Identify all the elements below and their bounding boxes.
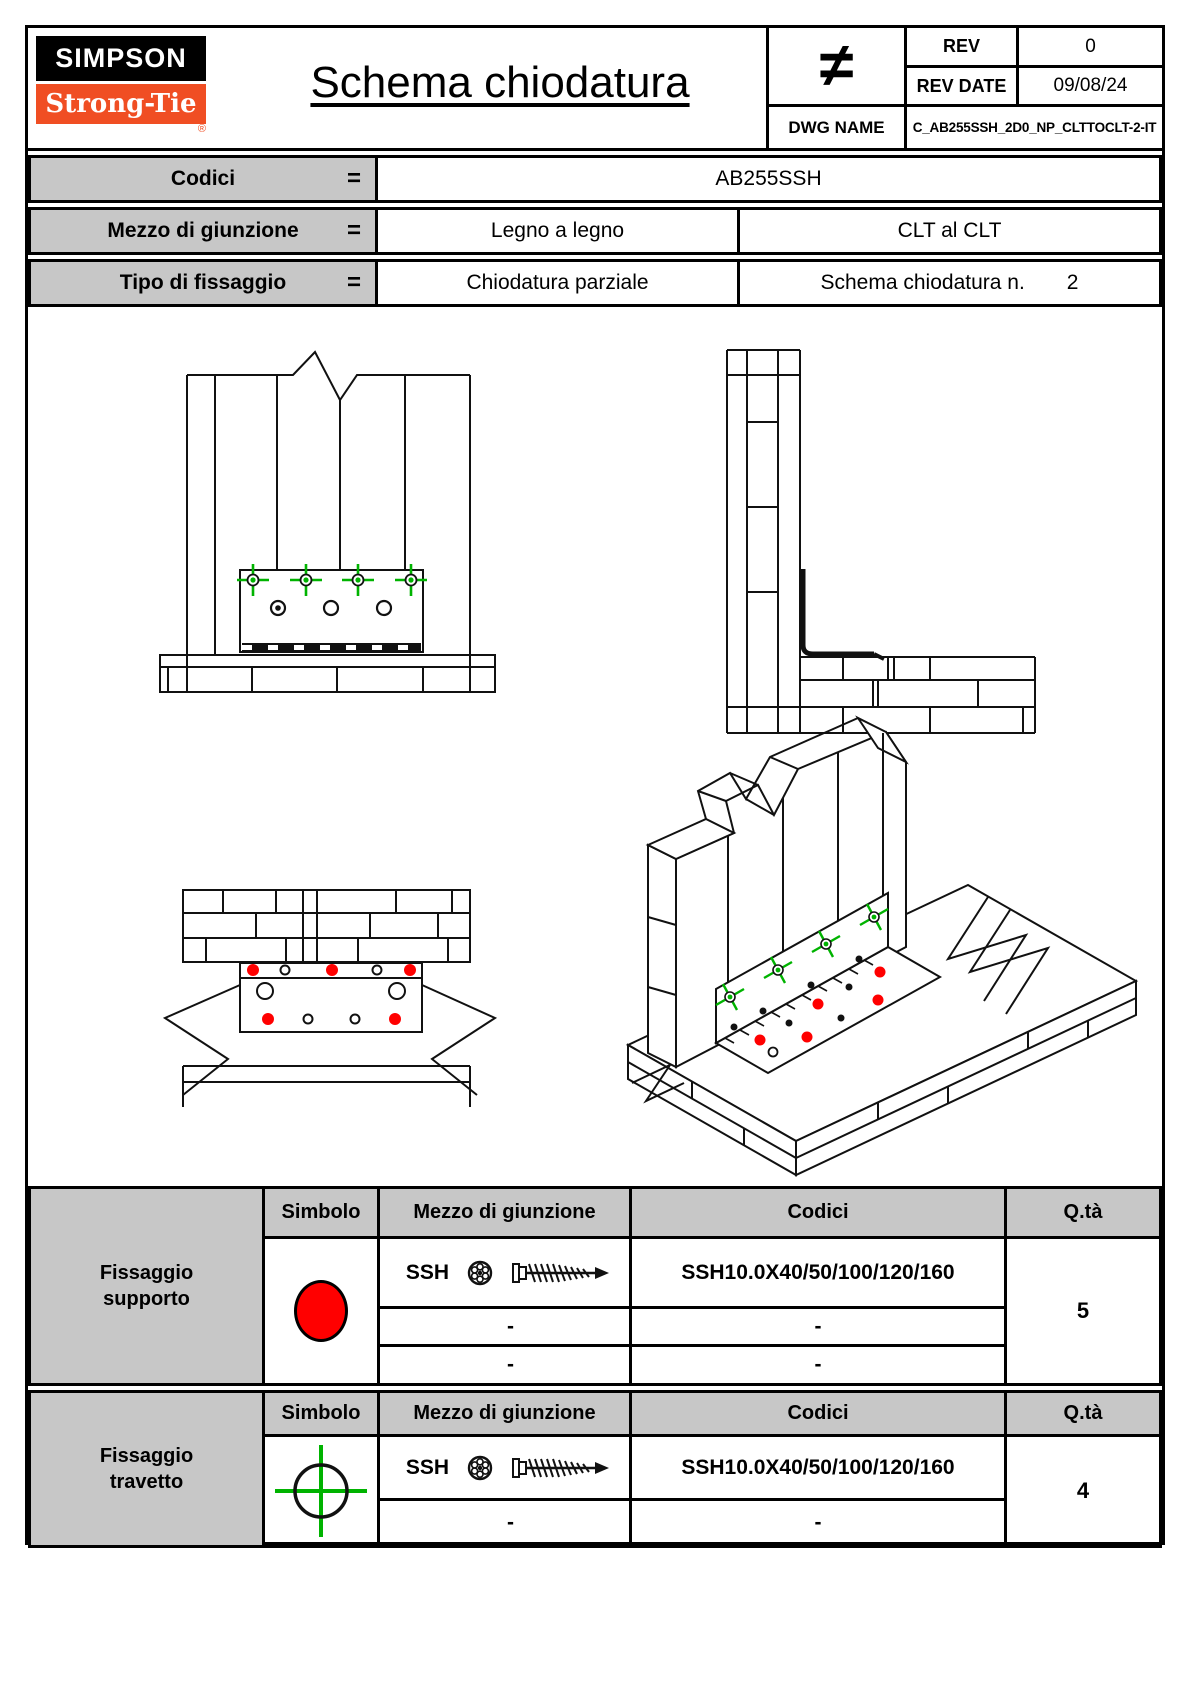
mezzo-value-right: CLT al CLT [737, 207, 1162, 255]
supporto-symbol [265, 1239, 380, 1383]
mezzo-label-text: Mezzo di giunzione [107, 219, 299, 242]
col-header-codici: Codici [632, 1393, 1007, 1437]
codici-cell-dash: - [632, 1347, 1007, 1383]
codici-label-text: Codici [170, 167, 236, 190]
rev-value: 0 [1019, 28, 1162, 68]
ssh-label: SSH [405, 1455, 450, 1479]
equals-sign: = [346, 217, 361, 244]
schema-number-label: Schema chiodatura n. [820, 271, 1025, 294]
mezzo-cell-dash: - [380, 1501, 632, 1545]
legend-table-travetto [28, 1390, 1162, 1548]
codici-cell: SSH10.0X40/50/100/120/160 [632, 1239, 1007, 1309]
mezzo-cell-dash: - [380, 1309, 632, 1347]
rev-date-value: 09/08/24 [1019, 68, 1162, 107]
codici-label [28, 155, 378, 203]
mezzo-cell-ssh [380, 1437, 632, 1501]
technical-drawings-canvas [28, 307, 1162, 1186]
schema-number [737, 259, 1162, 307]
quantity-supporto: 5 [1076, 1298, 1090, 1323]
registered-trademark-mark: ® [197, 123, 206, 135]
screw-side-icon [511, 1454, 615, 1482]
isometric-view-drawing [628, 718, 1136, 1175]
screw-side-icon [511, 1259, 615, 1287]
quantity-travetto: 4 [1076, 1478, 1090, 1503]
side-view-drawing [727, 350, 1035, 733]
side-view-bracket [803, 569, 884, 659]
equals-sign: = [346, 165, 361, 192]
group-label-line1: Fissaggio [99, 1445, 194, 1467]
info-row-fissaggio [28, 259, 1162, 307]
logo-simpson-text: SIMPSON [36, 36, 206, 81]
info-row-mezzo [28, 207, 1162, 255]
mezzo-cell-dash: - [380, 1347, 632, 1383]
header-divider-horizontal [25, 148, 1165, 151]
rev-date-label: REV DATE [907, 68, 1019, 107]
col-header-simbolo: Simbolo [265, 1393, 380, 1437]
codici-cell: SSH10.0X40/50/100/120/160 [632, 1437, 1007, 1501]
bottom-view-drawing [165, 890, 495, 1107]
mezzo-label [28, 207, 378, 255]
revision-block [769, 28, 1162, 148]
group-label-supporto [31, 1189, 265, 1383]
col-header-simbolo: Simbolo [265, 1189, 380, 1239]
col-header-codici: Codici [632, 1189, 1007, 1239]
col-header-mezzo: Mezzo di giunzione [380, 1189, 632, 1239]
front-view-drawing [160, 352, 495, 692]
codici-cell-dash: - [632, 1501, 1007, 1545]
dwg-name-value: C_AB255SSH_2D0_NP_CLTTOCLT-2-IT [912, 120, 1157, 135]
mezzo-cell-ssh [380, 1239, 632, 1309]
torx-head-icon [465, 1454, 495, 1482]
group-label-line1: Fissaggio [99, 1262, 194, 1284]
tipo-fissaggio-label [28, 259, 378, 307]
dwg-name-label: DWG NAME [769, 107, 907, 148]
travetto-symbol [265, 1437, 380, 1545]
col-header-qta: Q.tà [1007, 1393, 1159, 1437]
rev-label: REV [907, 28, 1019, 68]
logo-strongtie-text: Strong-Tie [36, 84, 206, 124]
torx-head-icon [465, 1259, 495, 1287]
col-header-qta: Q.tà [1007, 1189, 1159, 1239]
green-crosshair-circle-icon [269, 1439, 373, 1543]
tipo-fissaggio-label-text: Tipo di fissaggio [119, 271, 287, 294]
mezzo-value-left: Legno a legno [378, 207, 740, 255]
page-title: Schema chiodatura [310, 58, 690, 107]
codici-value: AB255SSH [378, 155, 1162, 203]
simpson-strongtie-logo [36, 36, 206, 134]
group-label-travetto [31, 1393, 265, 1545]
group-label-line2: supporto [103, 1288, 190, 1310]
schema-number-value: 2 [1066, 271, 1079, 294]
group-label-line2: travetto [109, 1471, 184, 1493]
tipo-fissaggio-value: Chiodatura parziale [378, 259, 740, 307]
codici-cell-dash: - [632, 1309, 1007, 1347]
legend-table-supporto [28, 1186, 1162, 1386]
info-row-codici [28, 155, 1162, 203]
equals-sign: = [346, 269, 361, 296]
red-filled-circle-icon [294, 1280, 348, 1342]
not-equal-icon: ≠ [769, 28, 907, 107]
col-header-mezzo: Mezzo di giunzione [380, 1393, 632, 1437]
ssh-label: SSH [405, 1260, 450, 1284]
